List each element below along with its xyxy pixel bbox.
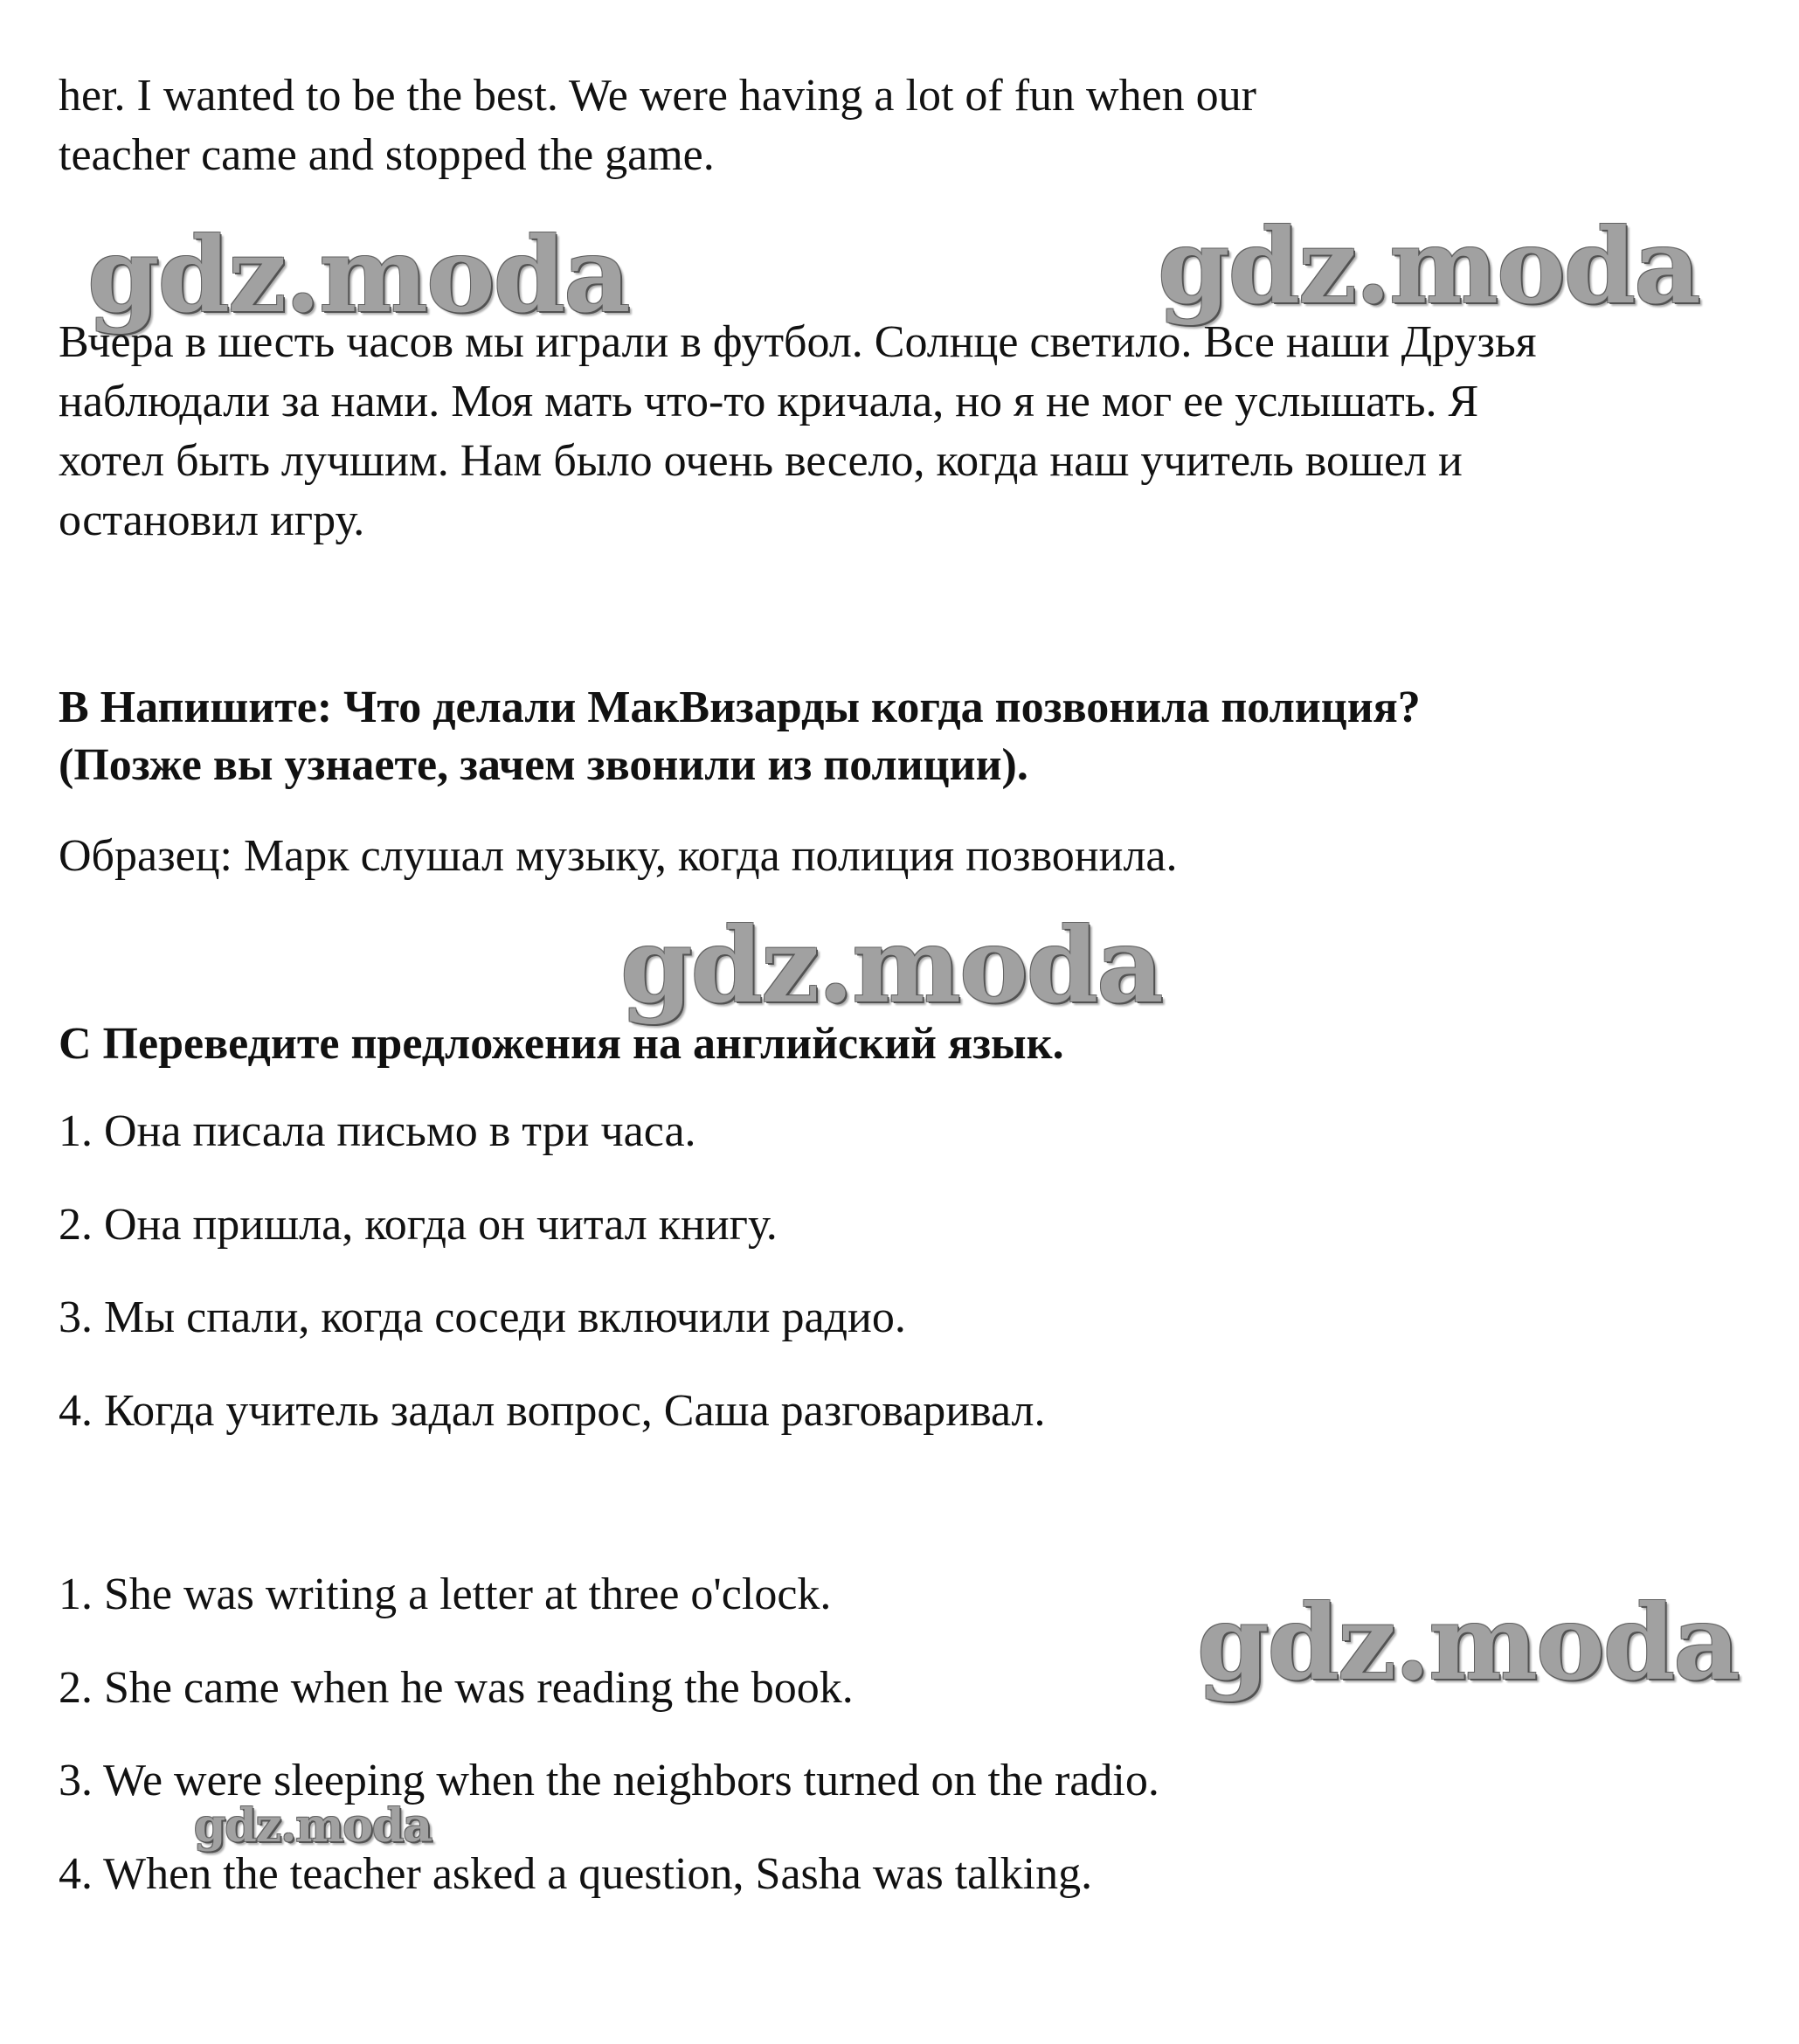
task-c-english-item-4: 4. When the teacher asked a question, Sasha was talking. — [59, 1849, 1093, 1899]
task-c-russian-item-3: 3. Мы спали, когда соседи включили радио. — [59, 1292, 906, 1342]
task-c-russian-item-2: 2. Она пришла, когда он читал книгу. — [59, 1200, 778, 1250]
task-b-heading-line-2: (Позже вы узнаете, зачем звонили из полиции). — [59, 740, 1028, 790]
english-passage-line-2: teacher came and stopped the game. — [59, 130, 715, 180]
english-passage-line-1: her. I wanted to be the best. We were having a lot of fun when our — [59, 71, 1256, 121]
russian-passage-line-4: остановил игру. — [59, 495, 365, 545]
task-c-heading: C Переведите предложения на английский язык. — [59, 1019, 1064, 1069]
task-c-russian-item-1: 1. Она писала письмо в три часа. — [59, 1106, 696, 1156]
watermark-logo: gdz.moda — [1197, 1582, 1739, 1703]
russian-passage-line-3: хотел быть лучшим. Нам было очень весело, когда наш учитель вошел и — [59, 436, 1463, 486]
task-c-english-item-3: 3. We were sleeping when the neighbors turned on the radio. — [59, 1756, 1159, 1805]
task-b-sample: Образец: Марк слушал музыку, когда полиция позвонила. — [59, 831, 1178, 881]
task-b-heading-line-1: B Напишите: Что делали МакВизарды когда позвонила полиция? — [59, 682, 1421, 732]
task-c-english-item-1: 1. She was writing a letter at three o'clock. — [59, 1569, 832, 1619]
watermark-logo: gdz.moda — [194, 1799, 432, 1853]
russian-passage-line-1: Вчера в шесть часов мы играли в футбол. Солнце светило. Все наши Друзья — [59, 317, 1537, 367]
watermark-logo: gdz.moda — [620, 904, 1162, 1026]
watermark-logo: gdz.moda — [1158, 205, 1699, 327]
watermark-logo: gdz.moda — [87, 214, 629, 336]
russian-passage-line-2: наблюдали за нами. Моя мать что-то кричала, но я не мог ее услышать. Я — [59, 377, 1479, 426]
task-c-russian-item-4: 4. Когда учитель задал вопрос, Саша разговаривал. — [59, 1386, 1046, 1436]
task-c-english-item-2: 2. She came when he was reading the book. — [59, 1663, 854, 1713]
